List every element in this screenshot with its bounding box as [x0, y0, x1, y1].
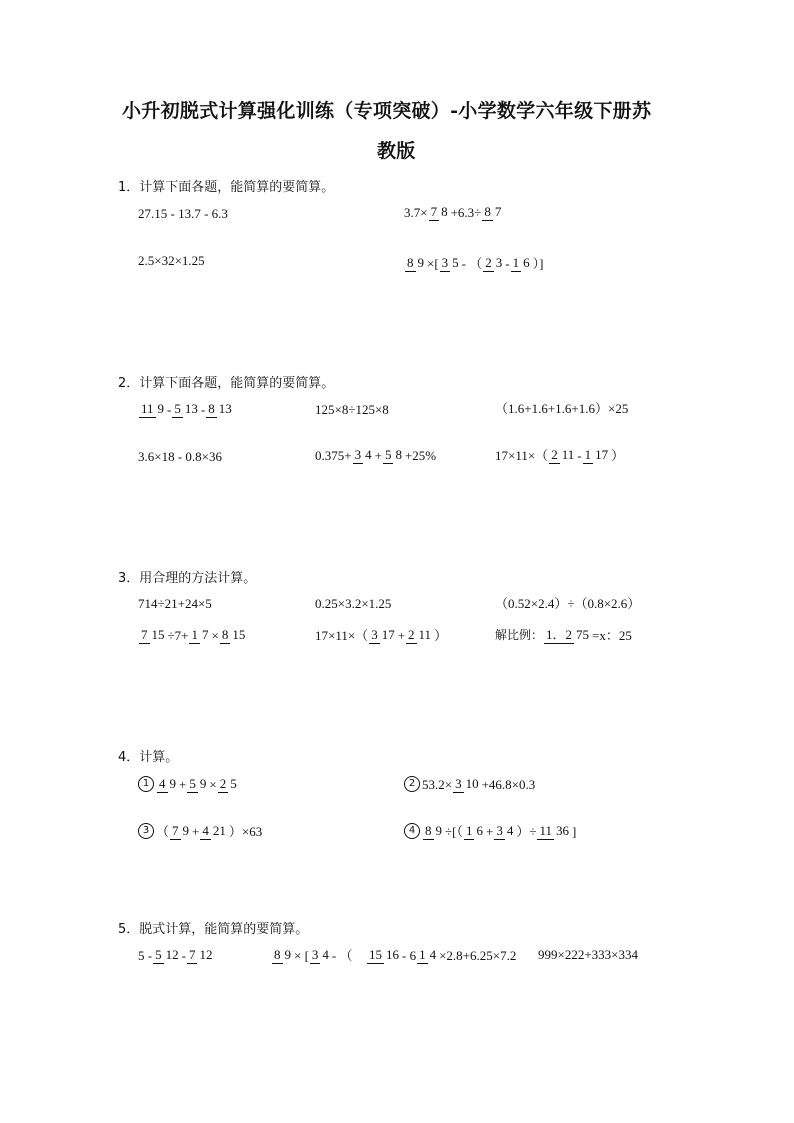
question-5-heading: 5．脱式计算，能简算的要简算。: [118, 922, 309, 937]
fraction: [172, 400, 200, 418]
page-title-line2: 教版: [377, 140, 416, 162]
q2-expression-6: 17×11×（ 2 11 - 1 17 ）: [495, 447, 625, 463]
denominator: 3: [495, 255, 503, 270]
circled-number: 4: [404, 823, 420, 839]
q1-expression-3: 2.5×32×1.25: [138, 253, 205, 268]
denominator: 16: [386, 947, 399, 962]
numerator: 7: [430, 204, 438, 219]
fraction: [494, 822, 515, 840]
denominator: 21: [212, 823, 226, 838]
numerator: 2: [551, 447, 558, 462]
numerator: 4: [159, 776, 166, 791]
denominator: 8: [441, 204, 448, 219]
q2-expression-4: 3.6×18 - 0.8×36: [138, 449, 222, 464]
numerator: 3: [496, 823, 503, 838]
numerator: 1: [512, 255, 520, 270]
denominator: 8: [395, 447, 402, 462]
fraction: [353, 446, 374, 464]
denominator: 6: [476, 823, 483, 838]
fraction: [417, 946, 438, 964]
fraction: [453, 775, 481, 793]
numerator: 3: [371, 627, 378, 642]
fraction: [440, 254, 461, 272]
denominator: 10: [465, 776, 479, 791]
denominator: 15: [232, 627, 246, 642]
denominator: 15: [151, 627, 165, 642]
q1-expression-4: 8 9 ×[ 3 5 - （ 2 3 - 1 6 ）]: [407, 255, 544, 271]
circled-number: 2: [404, 776, 420, 792]
q3-expression-5: 17×11×（ 3 17 + 2 11 ）: [315, 627, 448, 643]
numerator: 8: [484, 204, 491, 219]
q4-expression-4: 4 8 9 ÷[（ 1 6 + 3 4 ）÷ 11 36 ]: [404, 822, 576, 840]
denominator: 75: [576, 627, 590, 642]
q3-expression-6: 解比例： 1．2 75 =x：25: [495, 627, 632, 643]
denominator: 9: [182, 823, 190, 838]
fraction: [310, 946, 331, 964]
fraction: [187, 775, 208, 793]
fraction: [483, 254, 504, 272]
denominator: 6: [523, 255, 530, 270]
fraction: [583, 446, 611, 464]
fraction: [157, 775, 178, 793]
fraction: [429, 203, 450, 221]
denominator: 9: [199, 776, 207, 791]
fraction: [464, 822, 485, 840]
numerator: 5: [189, 776, 196, 791]
fraction: [482, 203, 503, 221]
q2-expression-5: 0.375+ 3 4 + 5 8 +25%: [315, 447, 437, 463]
numerator: 5: [384, 447, 392, 462]
q3-expression-1: 714÷21+24×5: [138, 596, 212, 611]
fraction: [511, 254, 532, 272]
numerator: 2: [219, 776, 227, 791]
q1-expression-2: 3.7× 7 8 +6.3÷ 8 7: [404, 204, 502, 220]
numerator: 1: [465, 823, 473, 838]
denominator: 7: [494, 204, 502, 219]
numerator: 3: [311, 947, 319, 962]
denominator: 4: [365, 447, 372, 462]
fraction: [220, 626, 248, 644]
q5-expression-4: 999×222+333×334: [538, 947, 638, 962]
numerator: 7: [188, 947, 196, 962]
numerator: 5: [174, 401, 181, 416]
fraction: [405, 254, 426, 272]
q2-expression-2: 125×8÷125×8: [315, 402, 389, 417]
numerator: 8: [274, 947, 281, 962]
fraction: [189, 626, 210, 644]
fraction: [406, 626, 433, 644]
question-4-heading: 4．计算。: [118, 750, 179, 765]
numerator: 8: [221, 627, 229, 642]
denominator: 9: [417, 255, 424, 270]
question-1-heading: 1．计算下面各题，能简算的要简算。: [118, 180, 335, 195]
fraction: [544, 626, 591, 644]
q3-expression-2: 0.25×3.2×1.25: [315, 596, 392, 611]
fraction: [549, 446, 576, 464]
denominator: 11: [418, 627, 432, 642]
denominator: 13: [184, 401, 198, 416]
denominator: 9: [169, 776, 176, 791]
q4-expression-2: 2 53.2× 3 10 +46.8×0.3: [404, 775, 535, 793]
numerator: 8: [208, 401, 215, 416]
fraction: [200, 822, 228, 840]
denominator: 9: [435, 823, 442, 838]
q3-expression-3: （0.52×2.4）÷（0.8×2.6）: [495, 596, 641, 611]
q5-expression-2: 8 9 × [ 3 4 - （: [274, 947, 353, 963]
question-2-heading: 2．计算下面各题，能简算的要简算。: [118, 376, 335, 391]
denominator: 11: [561, 447, 575, 462]
numerator: 3: [455, 776, 462, 791]
numerator: 5: [155, 947, 162, 962]
denominator: 9: [284, 947, 291, 962]
numerator: 11: [141, 401, 154, 416]
numerator: 2: [408, 627, 415, 642]
denominator: 12: [199, 947, 213, 962]
denominator: 36: [555, 823, 569, 838]
numerator: 3: [441, 255, 449, 270]
numerator: 3: [354, 447, 362, 462]
numerator: 8: [407, 255, 414, 270]
q5-expression-1: 5 - 5 12 - 7 12: [138, 947, 213, 963]
denominator: 4: [429, 947, 437, 962]
q2-expression-1: 11 9 - 5 13 - 8 13: [141, 401, 232, 417]
numerator: 4: [202, 823, 209, 838]
circled-number: 1: [138, 776, 154, 792]
numerator: 8: [425, 823, 432, 838]
numerator: 15: [369, 947, 382, 962]
denominator: 9: [157, 401, 165, 416]
denominator: 5: [452, 255, 459, 270]
q3-expression-4: 7 15 ÷7+ 1 7 × 8 15: [141, 627, 246, 643]
numerator: 1: [191, 627, 198, 642]
denominator: 17: [595, 447, 609, 462]
q2-expression-3: （1.6+1.6+1.6+1.6）×25: [495, 401, 629, 416]
numerator: 7: [141, 627, 148, 642]
page-title-line1: 小升初脱式计算强化训练（专项突破）-小学数学六年级下册苏: [122, 100, 652, 122]
denominator: 4: [506, 823, 514, 838]
q1-expression-1: 27.15 - 13.7 - 6.3: [138, 206, 228, 221]
q4-expression-1: 1 4 9 + 5 9 × 2 5: [138, 775, 240, 793]
fraction: [369, 626, 397, 644]
fraction: [537, 822, 571, 840]
numerator: 2: [485, 255, 492, 270]
fraction: [170, 822, 191, 840]
numerator: 7: [172, 823, 179, 838]
numerator: 11: [539, 823, 552, 838]
denominator: 17: [381, 627, 395, 642]
denominator: 4: [322, 947, 329, 962]
denominator: 5: [230, 776, 237, 791]
q4-expression-3: 3 （ 7 9 + 4 21 ）×63: [138, 822, 262, 840]
fraction: [153, 946, 181, 964]
denominator: 7: [201, 627, 209, 642]
numerator: 1: [584, 447, 592, 462]
denominator: 12: [165, 947, 179, 962]
fraction: [383, 446, 404, 464]
fraction: [272, 946, 293, 964]
q5-expression-3: 15 16 - 6 1 4 ×2.8+6.25×7.2: [369, 947, 517, 963]
circled-number: 3: [138, 823, 154, 839]
fraction: [367, 946, 401, 964]
numerator: 1: [419, 947, 426, 962]
denominator: 13: [218, 401, 232, 416]
question-3-heading: 3．用合理的方法计算。: [118, 571, 257, 586]
numerator: 1．2: [546, 627, 573, 642]
fraction: [139, 626, 167, 644]
fraction: [206, 400, 234, 418]
fraction: [187, 946, 215, 964]
fraction: [423, 822, 444, 840]
fraction: [139, 400, 166, 418]
fraction: [218, 775, 239, 793]
